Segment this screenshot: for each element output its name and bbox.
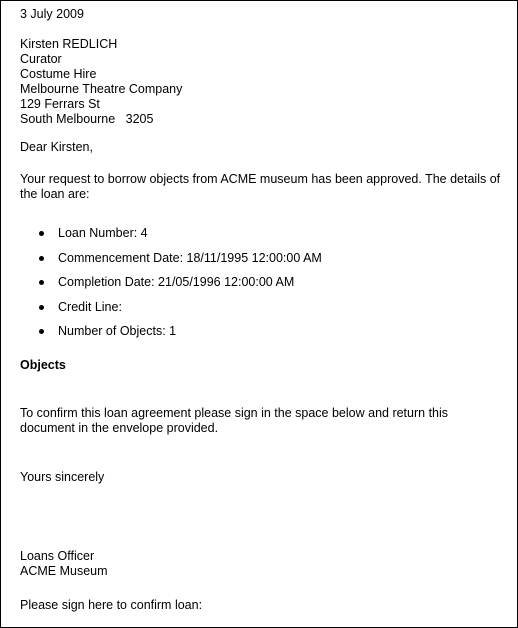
list-item xyxy=(1,324,322,339)
sender-organization: ACME Museum xyxy=(20,564,108,578)
recipient-address xyxy=(20,37,182,127)
bullet-icon xyxy=(39,256,44,261)
completion-date: Completion Date: 21/05/1996 12:00:00 AM xyxy=(58,275,295,289)
list-item xyxy=(1,251,322,266)
confirm-paragraph: To confirm this loan agreement please sign in the space below and return this document in the envelope provided. xyxy=(20,406,449,435)
recipient-street: 129 Ferrars St xyxy=(20,97,100,111)
list-item xyxy=(1,226,322,241)
intro-paragraph: Your request to borrow objects from ACME museum has been approved. The details of the loan are: xyxy=(20,172,501,201)
objects-heading: Objects xyxy=(20,358,66,372)
closing: Yours sincerely xyxy=(20,470,105,484)
bullet-icon xyxy=(39,329,44,334)
commencement-date: Commencement Date: 18/11/1995 12:00:00 AM xyxy=(58,250,322,265)
number-of-objects: Number of Objects: 1 xyxy=(58,324,177,338)
recipient-organization: Melbourne Theatre Company xyxy=(20,82,183,96)
list-item xyxy=(1,300,322,315)
sign-prompt: Please sign here to confirm loan: xyxy=(20,598,203,612)
recipient-name: Kirsten REDLICH xyxy=(20,37,118,51)
list-item xyxy=(1,275,322,290)
recipient-title: Curator xyxy=(20,52,62,66)
credit-line: Credit Line: xyxy=(58,299,122,314)
sender-signature-block xyxy=(20,549,108,579)
bullet-icon xyxy=(39,231,44,236)
loan-number: Loan Number: 4 xyxy=(58,226,148,240)
sender-title: Loans Officer xyxy=(20,549,95,563)
letter-date: 3 July 2009 xyxy=(20,7,84,21)
bullet-icon xyxy=(39,305,44,310)
recipient-department: Costume Hire xyxy=(20,67,97,81)
loan-details-list xyxy=(1,226,322,349)
salutation: Dear Kirsten, xyxy=(20,140,93,154)
recipient-city-postcode: South Melbourne 3205 xyxy=(20,112,154,126)
bullet-icon xyxy=(39,280,44,285)
